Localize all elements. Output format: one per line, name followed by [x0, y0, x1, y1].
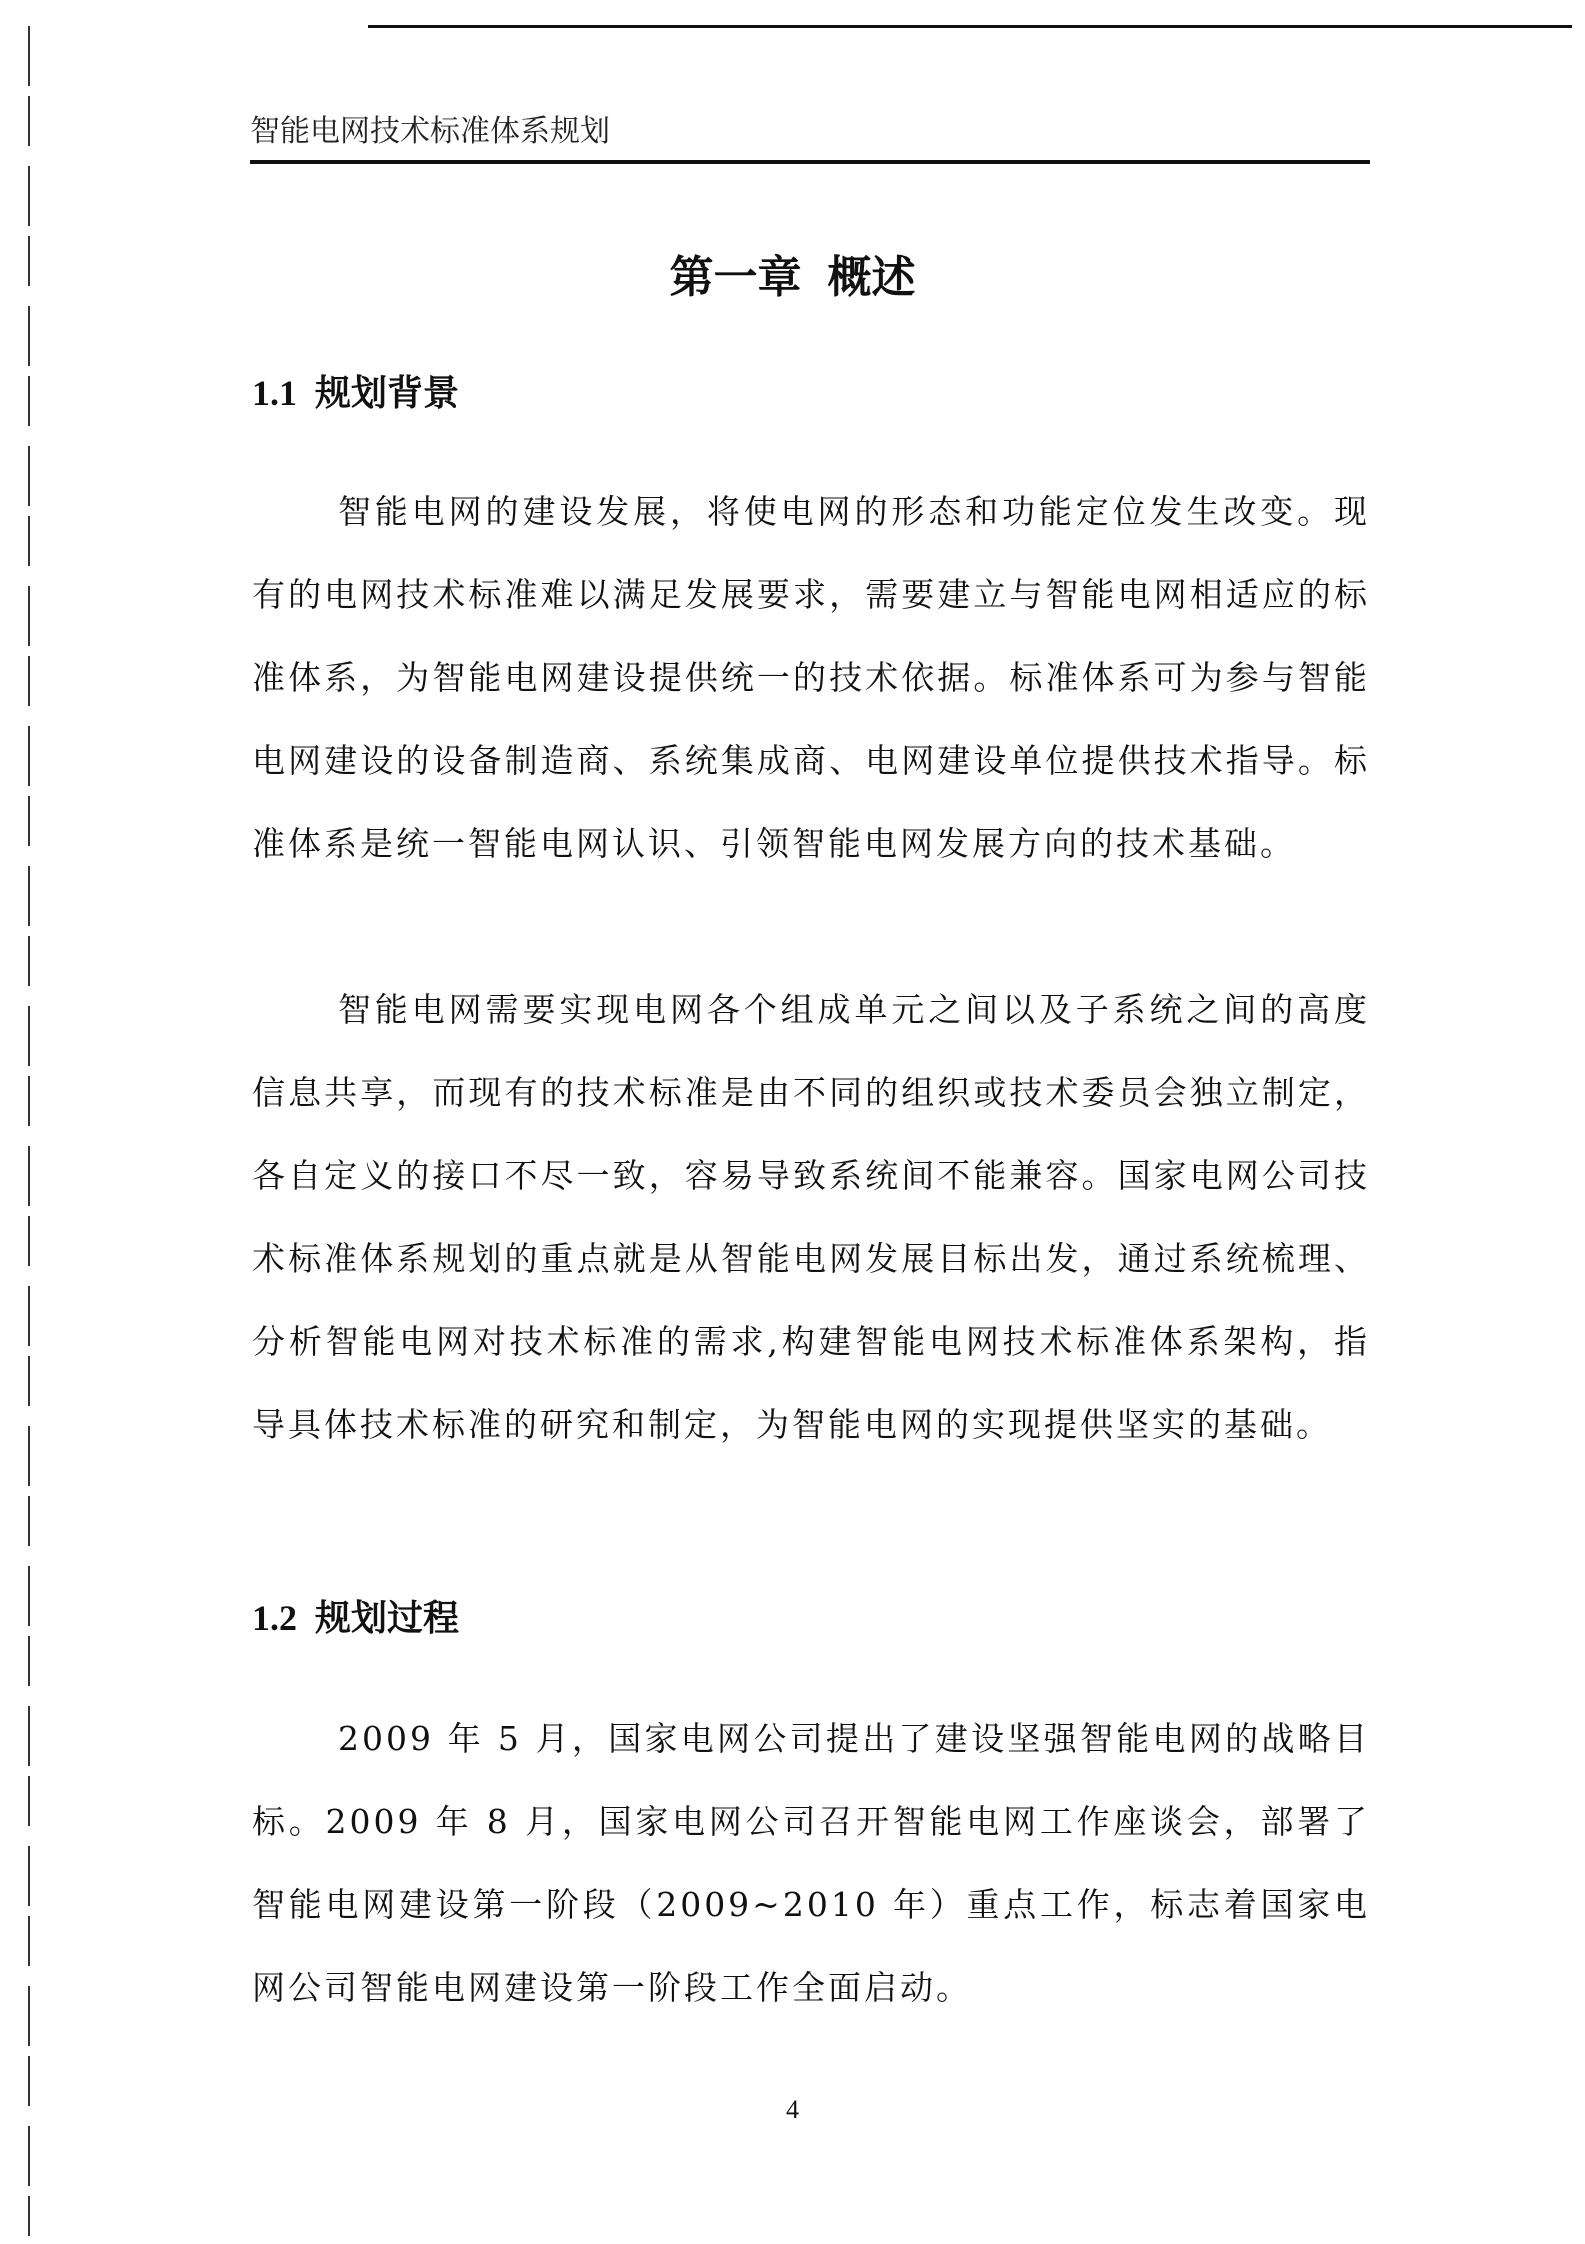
paragraph: 智能电网的建设发展，将使电网的形态和功能定位发生改变。现有的电网技术标准难以满足发展要求，需要建立与智能电网相适应的标准体系，为智能电网建设提供统一的技术依据。标准体系可为参与智能电网建设的设备制造商、系统集成商、电网建设单位提供技术指导。标准体系是统一智能电网认识、引领智能电网发展方向的技术基础。	[252, 492, 1370, 863]
chapter-number: 第一章	[669, 252, 802, 303]
paragraph: 智能电网需要实现电网各个组成单元之间以及子系统之间的高度信息共享，而现有的技术标准是由不同的组织或技术委员会独立制定，各自定义的接口不尽一致，容易导致系统间不能兼容。国家电网公司技术标准体系规划的重点就是从智能电网发展目标出发，通过系统梳理、分析智能电网对技术标准的需求,构建智能电网技术标准体系架构，指导具体技术标准的研究和制定，为智能电网的实现提供坚实的基础。	[252, 990, 1370, 1444]
section-title: 规划过程	[315, 1598, 460, 1639]
running-header	[250, 112, 1370, 162]
chapter-title	[0, 248, 1585, 308]
chapter-name: 概述	[827, 252, 916, 303]
scan-margin-line	[28, 26, 30, 2236]
section-heading-1-1	[252, 368, 459, 419]
section-title: 规划背景	[315, 373, 460, 414]
top-rule	[368, 25, 1572, 28]
section-number: 1.1	[252, 373, 297, 413]
paragraph: 2009 年 5 月，国家电网公司提出了建设坚强智能电网的战略目标。2009 年 8 月，国家电网公司召开智能电网工作座谈会，部署了智能电网建设第一阶段（2009~2010 年）重点工作，标志着国家电网公司智能电网建设第一阶段工作全面启动。	[252, 1719, 1370, 2007]
section-heading-1-2	[252, 1593, 459, 1644]
running-header-title: 智能电网技术标准体系规划	[250, 114, 610, 149]
header-rule	[250, 160, 1370, 164]
page-number: 4	[786, 2095, 799, 2124]
section-number: 1.2	[252, 1598, 297, 1638]
